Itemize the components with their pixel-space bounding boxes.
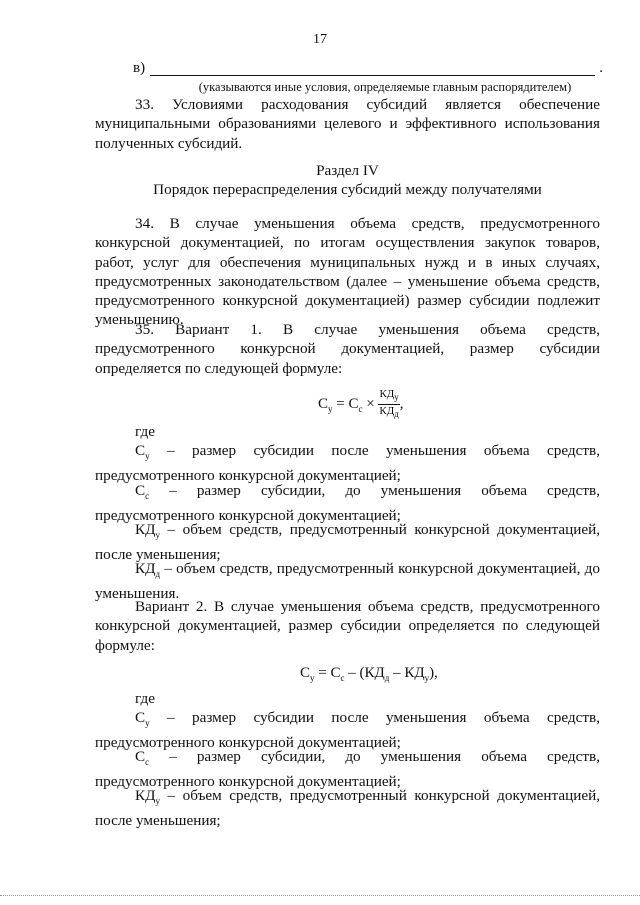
where-label-1: где [135,423,155,440]
definition-kdy-2: $КД_у$ – объем средств, предусмотренный конкурсной документацией, после уменьшения; [95,787,600,830]
definition-cc-2: $С_с$ – размер субсидии, до уменьшения объема средств, предусмотренного конкурсной документацией; [95,748,600,791]
definition-cc-1: $С_с$ – размер субсидии, до уменьшения объема средств, предусмотренного конкурсной документацией; [95,482,600,525]
definition-cy-2: $С_у$ – размер субсидии после уменьшения объема средств, предусмотренного конкурсной документацией; [95,709,600,752]
definition-cy-1: $С_у$ – размер субсидии после уменьшения объема средств, предусмотренного конкурсной документацией; [95,442,600,485]
item-v-suffix: . [599,60,603,76]
scan-edge [0,895,640,896]
section-subtitle: Порядок перераспределения субсидий между получателями [153,181,542,198]
paragraph-33: 33. Условиями расходования субсидий является обеспечение муниципальными образованиями целевого и эффективного использования полученных субсидий. [95,96,600,152]
fraction: $\frac{КД_у}{КД_д}$ [379,388,399,420]
definition-kdy-1: $КД_у$ – объем средств, предусмотренный конкурсной документацией, после уменьшения; [95,521,600,564]
paragraph-34: 34. В случае уменьшения объема средств, предусмотренного конкурсной документацией, по итогам осуществления закупок товаров, работ, услуг для обеспечения муниципальных нужд и в иных случаях, предусмотренных законодательством (далее – уменьшение объема средств, предусмотренного конкурсной документацией) размер субсидии подлежит уменьшению. [95,215,600,329]
item-v-line [133,60,603,80]
where-label-2: где [135,690,155,707]
paragraph-35: 35. Вариант 1. В случае уменьшения объема средств, предусмотренного конкурсной документацией, размер субсидии определяется по следующей формуле: [95,321,600,377]
item-v-caption: (указываются иные условия, определяемые главным распорядителем) [198,80,572,94]
paragraph-variant-2: Вариант 2. В случае уменьшения объема средств, предусмотренного конкурсной документацией, размер субсидии определяется по следующей формуле: [95,598,600,654]
page-number: 17 [313,32,327,47]
formula-1: $С_у = С_с$ × $\frac{КД_у}{КД_д}$ , [318,388,404,420]
formula-2: $С_у = С_с - (КД_д - КД_у)$, [300,665,438,683]
definition-kdd-1: $КД_д$ – объем средств, предусмотренный конкурсной документацией, до уменьшения. [95,560,600,603]
blank-underline [150,75,595,76]
item-v-prefix: в) [133,60,146,76]
section-title: Раздел IV [316,162,379,179]
